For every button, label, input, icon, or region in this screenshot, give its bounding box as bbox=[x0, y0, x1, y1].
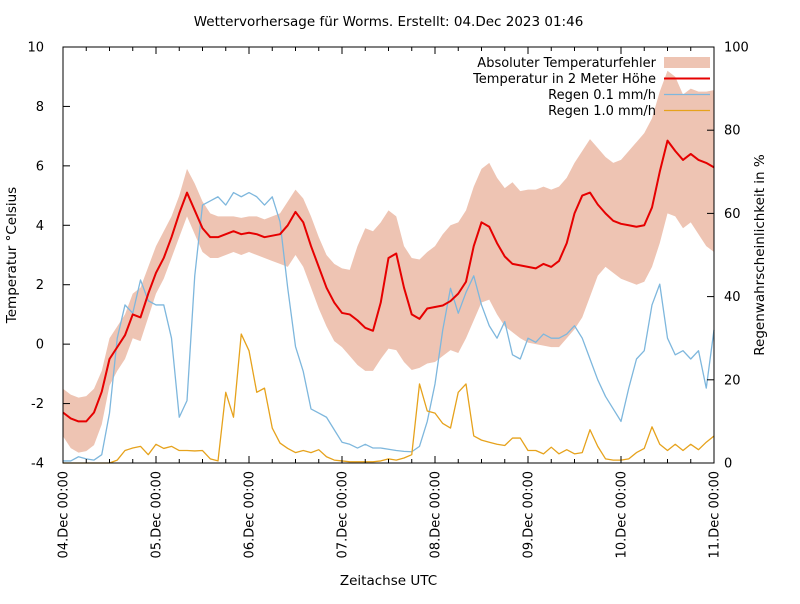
x-tick-label: 04.Dec 00:00 bbox=[56, 471, 72, 559]
legend-label: Absoluter Temperaturfehler bbox=[477, 56, 656, 71]
y-right-tick-label: 40 bbox=[724, 290, 741, 306]
y-left-tick-label: -2 bbox=[31, 397, 44, 413]
y-left-tick-label: 2 bbox=[35, 278, 44, 294]
y-left-axis-label: Temperatur °Celsius bbox=[4, 186, 20, 324]
chart-title: Wettervorhersage für Worms. Erstellt: 04.Dec 2023 01:46 bbox=[193, 14, 584, 30]
x-tick-label: 06.Dec 00:00 bbox=[242, 471, 258, 559]
y-right-tick-label: 80 bbox=[724, 123, 741, 139]
y-left-tick-label: 10 bbox=[27, 40, 44, 56]
y-right-tick-label: 100 bbox=[724, 40, 749, 56]
y-left-tick-label: 6 bbox=[35, 159, 44, 175]
x-tick-label: 10.Dec 00:00 bbox=[614, 471, 630, 559]
legend-label: Regen 0.1 mm/h bbox=[548, 88, 656, 103]
y-right-axis-label: Regenwahrscheinlichkeit in % bbox=[752, 154, 768, 356]
x-tick-label: 11.Dec 00:00 bbox=[707, 471, 723, 559]
y-left-tick-label: 0 bbox=[35, 337, 44, 353]
x-tick-label: 07.Dec 00:00 bbox=[335, 471, 351, 559]
x-tick-label: 09.Dec 00:00 bbox=[521, 471, 537, 559]
legend-label: Temperatur in 2 Meter Höhe bbox=[473, 72, 656, 87]
legend-band-swatch bbox=[664, 57, 710, 68]
x-axis-label: Zeitachse UTC bbox=[339, 573, 438, 589]
x-tick-label: 05.Dec 00:00 bbox=[149, 471, 165, 559]
y-left-tick-label: 8 bbox=[35, 99, 44, 115]
y-left-tick-label: -4 bbox=[31, 456, 44, 472]
y-right-tick-label: 60 bbox=[724, 206, 741, 222]
y-right-tick-label: 20 bbox=[724, 373, 741, 389]
x-tick-label: 08.Dec 00:00 bbox=[428, 471, 444, 559]
y-right-tick-label: 0 bbox=[724, 456, 733, 472]
y-left-tick-label: 4 bbox=[35, 218, 44, 234]
legend-label: Regen 1.0 mm/h bbox=[548, 104, 656, 119]
